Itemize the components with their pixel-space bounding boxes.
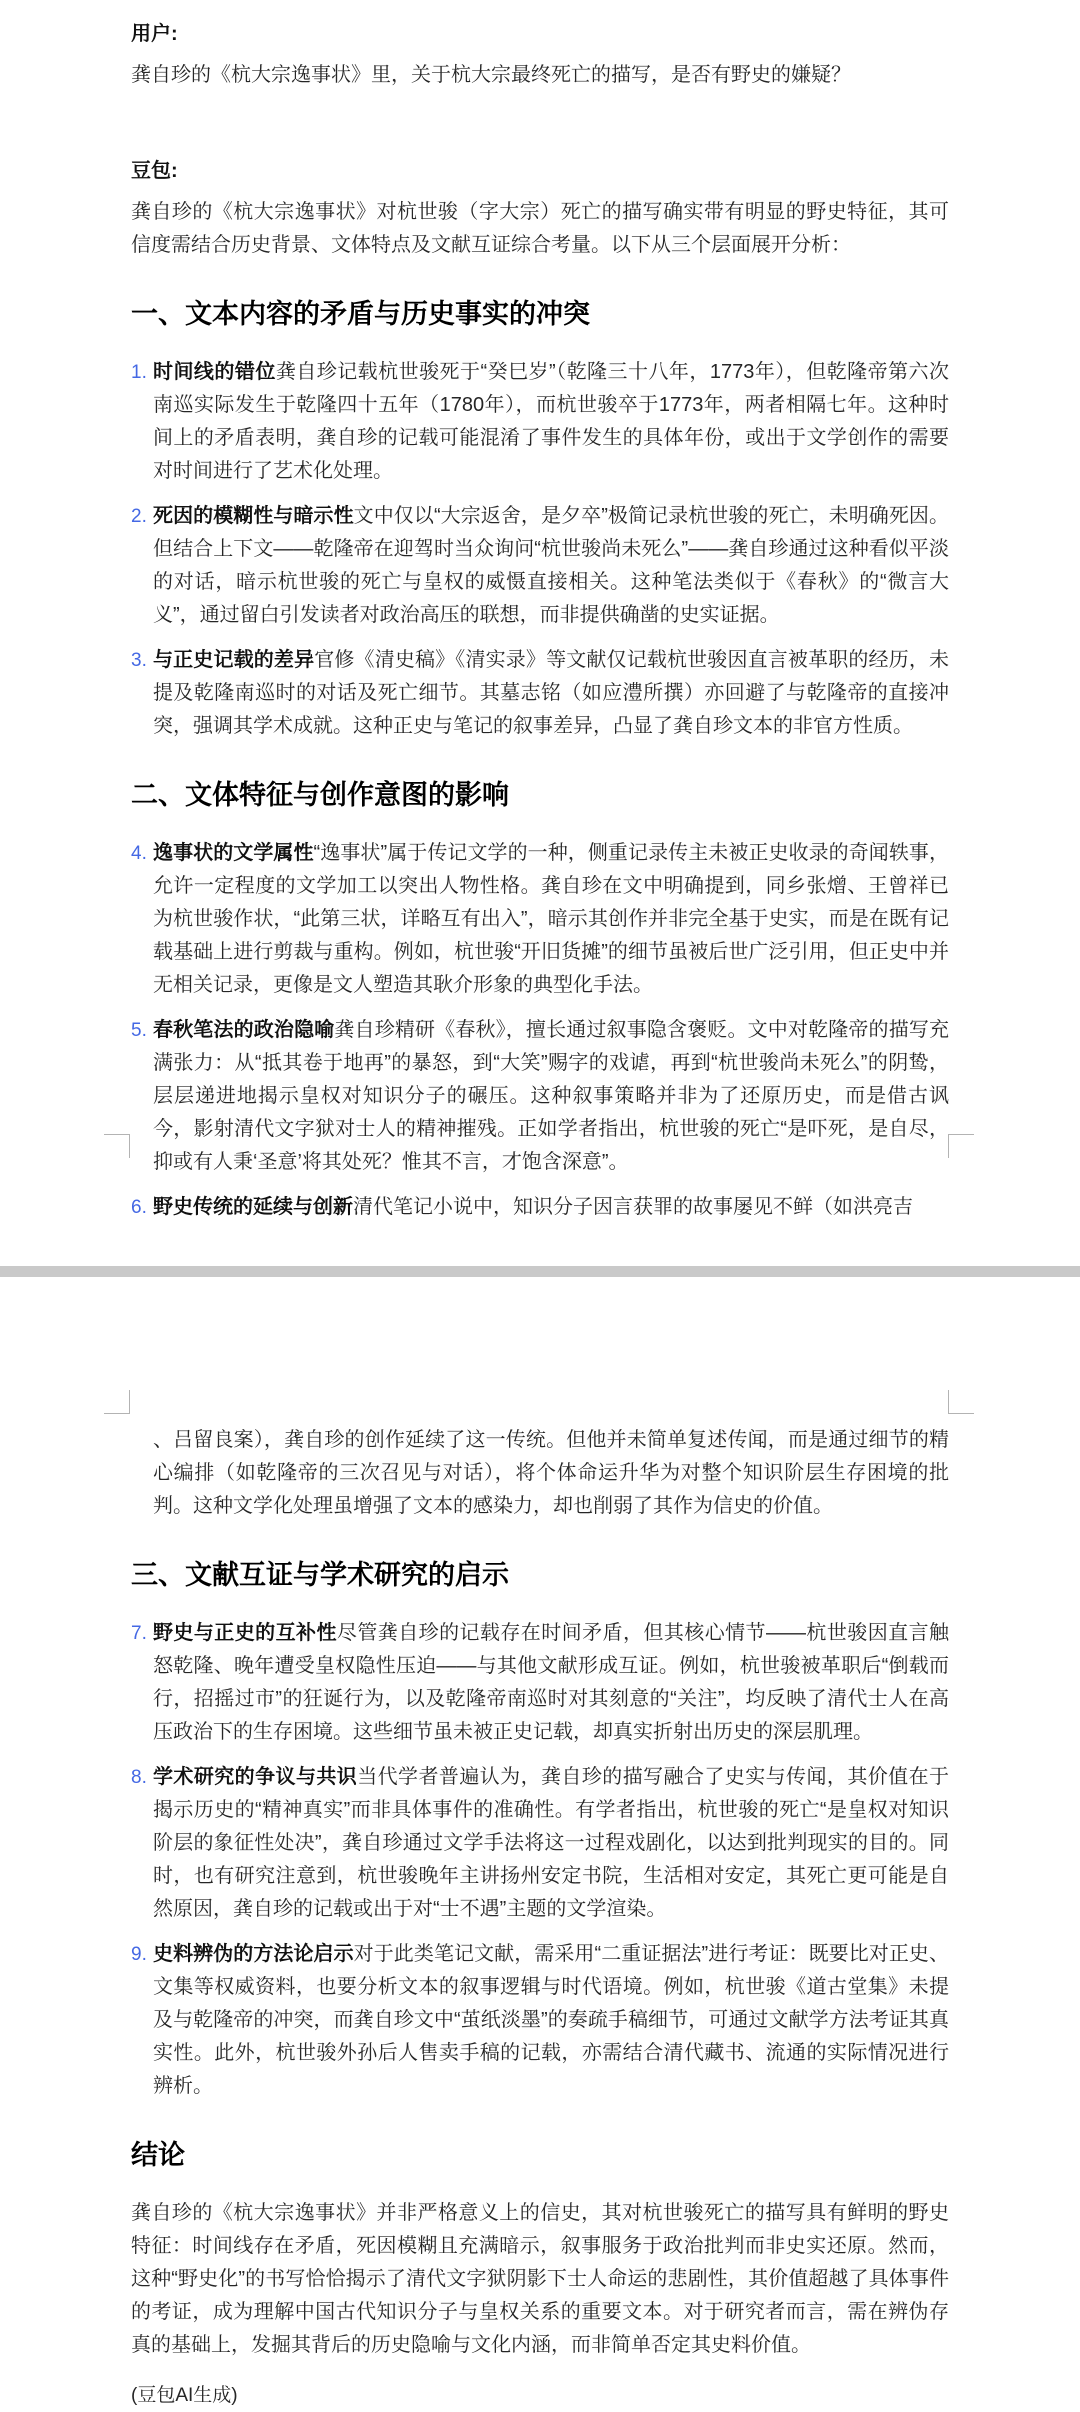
item-text: 对于此类笔记文献，需采用“二重证据法”进行考证：既要比对正史、文集等权威资料，也要分析文本的叙事逻辑与时代语境。例如，杭世骏《道古堂集》未提及与乾隆帝的冲突，而龚自珍文中“茧纸淡墨”的奏疏手稿细节，可通过文献学方法考证其真实性。此外，杭世骏外孙后人售卖手稿的记载，亦需结合清代藏书、流通的实际情况进行辨析。 xyxy=(153,1943,949,2097)
list-item-9 xyxy=(131,1938,949,2103)
section-3-list xyxy=(131,1617,949,2103)
section-heading-1: 一、文本内容的矛盾与历史事实的冲突 xyxy=(131,299,590,329)
list-item-7 xyxy=(131,1617,949,1749)
item-lead: 春秋笔法的政治隐喻 xyxy=(153,1019,335,1041)
item-number: 8. xyxy=(131,1767,147,1788)
item-lead: 学术研究的争议与共识 xyxy=(153,1766,358,1788)
item-text: 尽管龚自珍的记载存在时间矛盾，但其核心情节——杭世骏因直言触怒乾隆、晚年遭受皇权隐性压迫——与其他文献形成互证。例如，杭世骏被革职后“倒载而行，招摇过市”的狂诞行为，以及乾隆帝南巡时对其刻意的“关注”，均反映了清代士人在高压政治下的生存困境。这些细节虽未被正史记载，却真实折射出历史的深层肌理。 xyxy=(153,1622,950,1743)
section-heading-2: 二、文体特征与创作意图的影响 xyxy=(131,780,509,810)
list-item-5 xyxy=(131,1014,949,1179)
list-item-6-continued: 、吕留良案），龚自珍的创作延续了这一传统。但他并未简单复述传闻，而是通过细节的精心编排（如乾隆帝的三次召见与对话），将个体命运升华为对整个知识阶层生存困境的批判。这种文学化处理虽增强了文本的感染力，却也削弱了其作为信史的价值。 xyxy=(153,1429,949,1517)
section-2-list xyxy=(131,837,949,1224)
conclusion-text: 龚自珍的《杭大宗逸事状》并非严格意义上的信史，其对杭世骏死亡的描写具有鲜明的野史特征：时间线存在矛盾，死因模糊且充满暗示，叙事服务于政治批判而非史实还原。然而，这种“野史化”的书写恰恰揭示了清代文字狱阴影下士人命运的悲剧性，其价值超越了具体事件的考证，成为理解中国古代知识分子与皇权关系的重要文本。对于研究者而言，需在辨伪存真的基础上，发掘其背后的历史隐喻与文化内涵，而非简单否定其史料价值。 xyxy=(131,2202,949,2356)
item-lead: 野史传统的延续与创新 xyxy=(153,1196,353,1218)
item-number: 3. xyxy=(131,650,147,671)
item-number: 4. xyxy=(131,843,147,864)
page-margin-mark-top-left xyxy=(104,1390,130,1414)
item-text: 清代笔记小说中，知识分子因言获罪的故事屡见不鲜（如洪亮吉 xyxy=(353,1196,913,1218)
assistant-label: 豆包: xyxy=(131,160,178,182)
item-lead: 野史与正史的互补性 xyxy=(153,1622,337,1644)
item-number: 6. xyxy=(131,1197,147,1218)
item-number: 2. xyxy=(131,506,147,527)
page-margin-mark-top-right xyxy=(948,1390,974,1414)
section-1-list xyxy=(131,356,949,743)
list-item-4 xyxy=(131,837,949,1002)
list-item-2 xyxy=(131,500,949,632)
item-lead: 与正史记载的差异 xyxy=(153,649,315,671)
item-lead: 史料辨伪的方法论启示 xyxy=(153,1943,354,1965)
item-text: 官修《清史稿》《清实录》等文献仅记载杭世骏因直言被革职的经历，未提及乾隆南巡时的对话及死亡细节。其墓志铭（如应澧所撰）亦回避了与乾隆帝的直接冲突，强调其学术成就。这种正史与笔记的叙事差异，凸显了龚自珍文本的非官方性质。 xyxy=(153,649,950,737)
section-heading-3: 三、文献互证与学术研究的启示 xyxy=(131,1560,509,1590)
generated-by-note: (豆包AI生成) xyxy=(131,2385,238,2406)
list-item-3 xyxy=(131,644,949,743)
page-gap xyxy=(0,1266,1080,1277)
item-text: 当代学者普遍认为，龚自珍的描写融合了史实与传闻，其价值在于揭示历史的“精神真实”而非具体事件的准确性。有学者指出，杭世骏的死亡“是皇权对知识阶层的象征性处决”，龚自珍通过文学手法将这一过程戏剧化，以达到批判现实的目的。同时，也有研究注意到，杭世骏晚年主讲扬州安定书院，生活相对安定，其死亡更可能是自然原因，龚自珍的记载或出于对“士不遇”主题的文学渲染。 xyxy=(153,1766,950,1920)
item-number: 9. xyxy=(131,1944,147,1965)
list-item-6 xyxy=(131,1191,949,1224)
page-margin-mark-bottom-right xyxy=(948,1134,974,1158)
list-item-1 xyxy=(131,356,949,488)
item-number: 5. xyxy=(131,1020,147,1041)
assistant-intro: 龚自珍的《杭大宗逸事状》对杭世骏（字大宗）死亡的描写确实带有明显的野史特征，其可信度需结合历史背景、文体特点及文献互证综合考量。以下从三个层面展开分析： xyxy=(131,201,949,256)
item-number: 1. xyxy=(131,362,147,383)
item-lead: 死因的模糊性与暗示性 xyxy=(153,505,354,527)
page-margin-mark-bottom-left xyxy=(104,1134,130,1158)
item-lead: 逸事状的文学属性 xyxy=(153,842,314,864)
list-item-8 xyxy=(131,1761,949,1926)
user-question: 龚自珍的《杭大宗逸事状》里，关于杭大宗最终死亡的描写，是否有野史的嫌疑？ xyxy=(131,64,851,86)
item-text: “逸事状”属于传记文学的一种，侧重记录传主未被正史收录的奇闻轶事，允许一定程度的文学加工以突出人物性格。龚自珍在文中明确提到，同乡张熷、王曾祥已为杭世骏作状，“此第三状，详略互有出入”，暗示其创作并非完全基于史实，而是在既有记载基础上进行剪裁与重构。例如，杭世骏“开旧货摊”的细节虽被后世广泛引用，但正史中并无相关记录，更像是文人塑造其耿介形象的典型化手法。 xyxy=(153,842,950,996)
user-label: 用户: xyxy=(131,23,178,45)
conclusion-heading: 结论 xyxy=(131,2140,185,2170)
item-text: 文中仅以“大宗返舍，是夕卒”极简记录杭世骏的死亡，未明确死因。但结合上下文——乾隆帝在迎驾时当众询问“杭世骏尚未死么”——龚自珍通过这种看似平淡的对话，暗示杭世骏的死亡与皇权的威慑直接相关。这种笔法类似于《春秋》的“微言大义”，通过留白引发读者对政治高压的联想，而非提供确凿的史实证据。 xyxy=(153,505,949,626)
item-text: 龚自珍精研《春秋》，擅长通过叙事隐含褒贬。文中对乾隆帝的描写充满张力：从“抵其卷于地再”的暴怒，到“大笑”赐字的戏谑，再到“杭世骏尚未死么”的阴鸷，层层递进地揭示皇权对知识分子的碾压。这种叙事策略并非为了还原历史，而是借古讽今，影射清代文字狱对士人的精神摧残。正如学者指出，杭世骏的死亡“是吓死，是自尽，抑或有人秉‘圣意’将其处死？惟其不言，才饱含深意”。 xyxy=(153,1019,950,1173)
page-2 xyxy=(0,1277,1080,2406)
item-lead: 时间线的错位 xyxy=(153,361,276,383)
item-number: 7. xyxy=(131,1623,147,1644)
item-text: 龚自珍记载杭世骏死于“癸巳岁”（乾隆三十八年，1773年），但乾隆帝第六次南巡实际发生于乾隆四十五年（1780年），而杭世骏卒于1773年，两者相隔七年。这种时间上的矛盾表明，龚自珍的记载可能混淆了事件发生的具体年份，或出于文学创作的需要对时间进行了艺术化处理。 xyxy=(153,361,950,482)
